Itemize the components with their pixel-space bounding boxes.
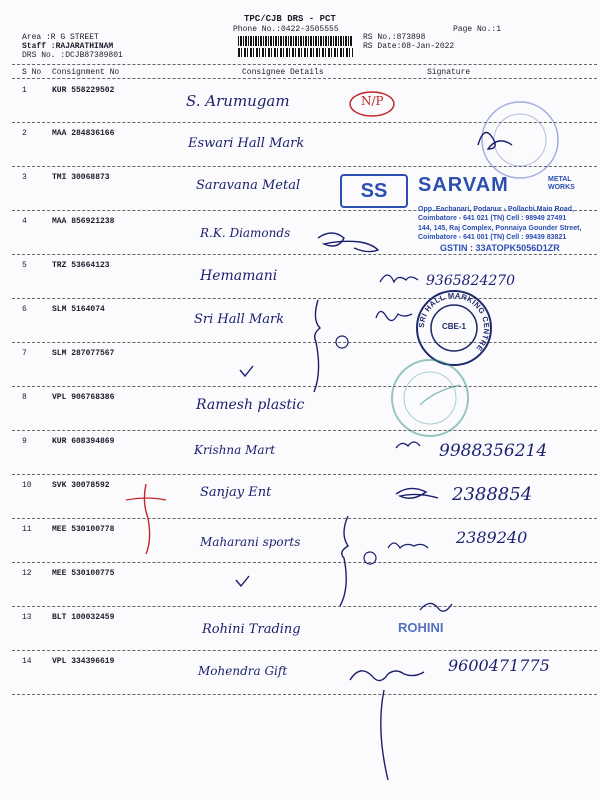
page-number: Page No.:1 xyxy=(453,25,502,34)
bracket-mark xyxy=(340,516,348,606)
col-signature: Signature xyxy=(427,68,471,77)
phone-number: Phone No.:0422-3505555 xyxy=(233,25,339,34)
sarvam-gstin: GSTIN : 33ATOPK5056D1ZR xyxy=(440,243,560,253)
row-divider xyxy=(12,518,597,519)
row-consignment: SLM 5164074 xyxy=(52,305,105,314)
sarvam-company-stamp xyxy=(340,172,595,254)
rohini-stamp: ROHINI xyxy=(398,620,444,635)
row-divider xyxy=(12,298,597,299)
row-sno: 6 xyxy=(22,305,27,314)
handwritten-phone: 9365824270 xyxy=(426,273,516,289)
staff-label: Staff :RAJARATHINAM xyxy=(22,42,114,51)
row-consignment: MAA 856921238 xyxy=(52,217,115,226)
header-rule-top xyxy=(12,64,597,65)
row-sno: 4 xyxy=(22,217,27,226)
handwritten-consignee: Sri Hall Mark xyxy=(194,312,285,327)
row-sno: 8 xyxy=(22,393,27,402)
np-remark: N/P xyxy=(361,94,384,108)
row-consignment: MEE 530100775 xyxy=(52,569,115,578)
row-divider xyxy=(12,166,597,167)
signature-scribble xyxy=(376,311,412,320)
tick-mark xyxy=(240,366,253,376)
drs-number: DRS No. :DCJB87389801 xyxy=(22,51,123,60)
signature-scribble xyxy=(388,543,428,548)
handwritten-consignee: Eswari Hall Mark xyxy=(188,136,305,151)
rs-date: RS Date:08-Jan-2022 xyxy=(363,42,455,51)
handwritten-phone: 2388854 xyxy=(452,484,533,505)
row-sno: 10 xyxy=(22,481,32,490)
row-divider xyxy=(12,254,597,255)
handwritten-consignee: Rohini Trading xyxy=(202,622,301,637)
sarvam-subtitle: METAL WORKS xyxy=(548,176,575,191)
row-consignment: SVK 30078592 xyxy=(52,481,110,490)
row-divider xyxy=(12,122,597,123)
handwritten-consignee: R.K. Diamonds xyxy=(200,226,291,240)
row-sno: 2 xyxy=(22,129,27,138)
handwritten-phone: 2389240 xyxy=(456,528,528,547)
handwritten-phone: 9988356214 xyxy=(439,441,548,461)
row-divider xyxy=(12,386,597,387)
handwritten-phone: 9600471775 xyxy=(448,656,550,675)
cbe-label: CBE-1 xyxy=(441,322,466,331)
row-consignment: VPL 906768386 xyxy=(52,393,115,402)
barcode-top xyxy=(238,36,353,46)
rs-number: RS No.:873898 xyxy=(363,33,426,42)
row-divider xyxy=(12,342,597,343)
row-sno: 9 xyxy=(22,437,27,446)
row-divider xyxy=(12,430,597,431)
signature-scribble xyxy=(396,488,438,498)
row-consignment: KUR 558229502 xyxy=(52,86,115,95)
handwritten-consignee: Sanjay Ent xyxy=(200,485,272,500)
handwritten-consignee: Saravana Metal xyxy=(196,178,301,193)
handwritten-consignee: Hemamani xyxy=(200,268,278,284)
row-sno: 11 xyxy=(22,525,32,534)
row-sno: 3 xyxy=(22,173,27,182)
hallmark-centre-seal xyxy=(414,288,494,368)
sarvam-address-2: Coimbatore - 641 021 (TN) Cell : 98949 27491 xyxy=(418,215,567,222)
handwritten-consignee: Ramesh plastic xyxy=(196,397,305,413)
handwritten-consignee: S. Arumugam xyxy=(186,92,290,110)
row-sno: 7 xyxy=(22,349,27,358)
row-consignment: TRZ 53664123 xyxy=(52,261,110,270)
hallmark-ring-text: SRI HALL MARKING CENTRE xyxy=(416,290,492,354)
row-consignment: BLT 100032459 xyxy=(52,613,115,622)
header-rule-bottom xyxy=(12,78,597,79)
row-divider xyxy=(12,562,597,563)
tick-mark xyxy=(236,576,249,586)
row-divider xyxy=(12,694,597,695)
sarvam-address-1: Opp. Eachanari, Podanur - Pollachi Main Road, xyxy=(418,206,574,213)
col-consignee: Consignee Details xyxy=(242,68,324,77)
signature-scribble xyxy=(350,671,424,681)
row-sno: 14 xyxy=(22,657,32,666)
sarvam-name: SARVAM xyxy=(418,174,509,196)
sarvam-address-4: Coimbatore - 641 001 (TN) Cell : 99439 83821 xyxy=(418,234,567,241)
row-sno: 13 xyxy=(22,613,32,622)
signature-scribble xyxy=(478,133,512,150)
sarvam-address-3: 144, 145, Raj Complex, Ponnaiya Gounder Street, xyxy=(418,225,582,232)
row-sno: 12 xyxy=(22,569,32,578)
signature-scribble xyxy=(420,603,452,611)
handwritten-consignee: Krishna Mart xyxy=(194,443,276,457)
row-consignment: TMI 30068873 xyxy=(52,173,110,182)
red-pen-mark xyxy=(144,484,149,554)
sarvam-logo-icon: SS xyxy=(340,174,408,208)
teal-round-seal xyxy=(392,360,468,436)
signature-scribble xyxy=(396,442,420,448)
row-consignment: MEE 530100778 xyxy=(52,525,115,534)
col-consignment: Consignment No xyxy=(52,68,120,77)
row-consignment: VPL 334396619 xyxy=(52,657,115,666)
barcode-bottom xyxy=(238,48,353,57)
sheet-title: TPC/CJB DRS - PCT xyxy=(244,14,336,24)
handwritten-consignee: Maharani sports xyxy=(200,535,301,549)
row-divider xyxy=(12,606,597,607)
row-consignment: KUR 608394869 xyxy=(52,437,115,446)
row-sno: 5 xyxy=(22,261,27,270)
handwritten-consignee: Mohendra Gift xyxy=(198,664,288,678)
area-label: Area :R G STREET xyxy=(22,33,99,42)
bracket-mark xyxy=(314,300,320,392)
row-divider xyxy=(12,474,597,475)
row-divider xyxy=(12,650,597,651)
col-sno: S No xyxy=(22,68,42,77)
signature-scribble xyxy=(380,275,418,282)
row-sno: 1 xyxy=(22,86,27,95)
row-consignment: MAA 284836166 xyxy=(52,129,115,138)
signature-tail xyxy=(381,690,388,780)
row-consignment: SLM 287077567 xyxy=(52,349,115,358)
